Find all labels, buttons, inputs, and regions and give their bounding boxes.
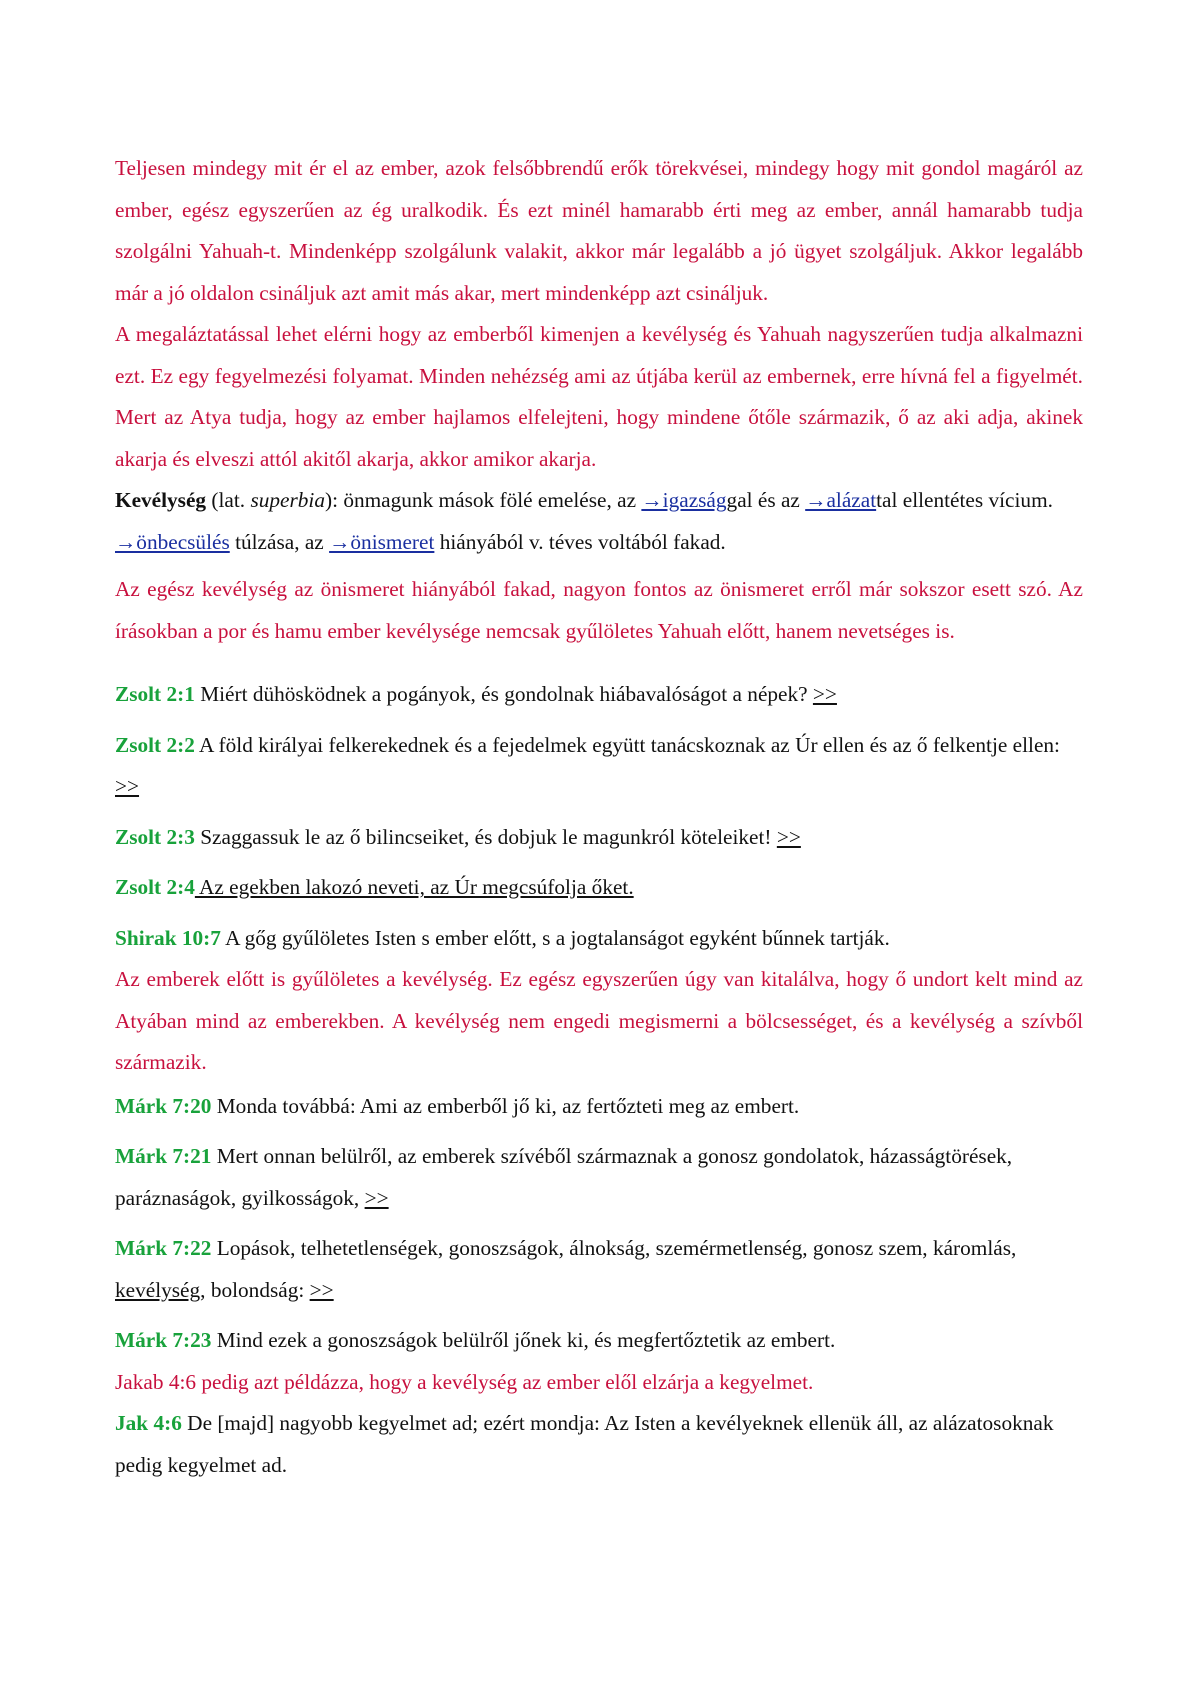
link-onbecsules[interactable]: →önbecsülés xyxy=(115,529,230,554)
definition-text: tal ellentétes vícium. xyxy=(876,488,1053,512)
verse-text: Monda továbbá: Ami az emberből jő ki, az fertőzteti meg az embert. xyxy=(211,1093,800,1118)
verse-text: Mert onnan belülről, az emberek szívéből származnak a gonosz gondolatok, házasságtörések, paráznaságok, gyilkosságok, xyxy=(115,1144,1013,1210)
more-link[interactable]: >> xyxy=(776,824,801,849)
verse-mark-7-20 xyxy=(115,1086,1083,1128)
verse-text: Lopások, telhetetlenségek, gonoszságok, álnokság, szemérmetlenség, gonosz szem, káromlás, xyxy=(211,1236,1017,1260)
commentary-paragraph-3: Az egész kevélység az önismeret hiányából fakad, nagyon fontos az önismeret erről már sokszor esett szó. Az írásokban a por és hamu ember kevélysége nemcsak gyűlöletes Yahuah előtt, hanem nevetséges is. xyxy=(115,577,1083,643)
definition-text: gal és az xyxy=(726,488,806,512)
verse-reference: Zsolt 2:1 xyxy=(115,682,195,706)
verse-reference: Zsolt 2:4 xyxy=(115,875,195,899)
link-onismeret[interactable]: →önismeret xyxy=(329,529,435,554)
verse-zsolt-2-2 xyxy=(115,725,1083,808)
keyword-link[interactable]: kevélység xyxy=(115,1277,201,1302)
verse-reference: Márk 7:23 xyxy=(115,1328,212,1352)
verse-mark-7-23 xyxy=(115,1320,1083,1362)
more-link[interactable]: >> xyxy=(115,774,140,798)
definition-text: hiányából v. téves voltából fakad. xyxy=(434,529,726,554)
verse-link-text[interactable]: Az egekben lakozó neveti, az Úr megcsúfolja őket. xyxy=(194,875,634,899)
definition-paragraph xyxy=(115,480,1083,563)
commentary-jakab-note: Jakab 4:6 pedig azt példázza, hogy a kevélység az ember elől elzárja a kegyelmet. xyxy=(115,1369,814,1394)
verse-reference: Zsolt 2:3 xyxy=(115,824,195,849)
more-link[interactable]: >> xyxy=(812,682,837,706)
verse-text: A gőg gyűlöletes Isten s ember előtt, s a jogtalanságot egyként bűnnek tartják. xyxy=(220,925,890,950)
definition-text: túlzása, az xyxy=(229,529,330,554)
document-page xyxy=(115,148,1083,1486)
verse-jak-4-6 xyxy=(115,1403,1083,1486)
verse-text: , bolondság: xyxy=(200,1277,310,1302)
verse-mark-7-21 xyxy=(115,1136,1083,1219)
definition-term: Kevélység xyxy=(115,488,207,512)
definition-text: ): önmagunk mások fölé emelése, az xyxy=(324,488,642,512)
verse-text: Szaggassuk le az ő bilincseiket, és dobjuk le magunkról köteleiket! xyxy=(194,824,777,849)
verse-reference: Shirak 10:7 xyxy=(115,925,221,950)
verse-shirak-10-7 xyxy=(115,918,1083,960)
verse-reference: Zsolt 2:2 xyxy=(115,732,195,757)
verse-zsolt-2-1 xyxy=(115,674,1083,716)
verse-mark-7-22 xyxy=(115,1228,1083,1311)
verse-text: Mind ezek a gonoszságok belülről jőnek ki, és megfertőztetik az embert. xyxy=(211,1328,836,1352)
commentary-paragraph-2: A megaláztatással lehet elérni hogy az emberből kimenjen a kevélység és Yahuah nagyszerűen tudja alkalmazni ezt. Ez egy fegyelmezési folyamat. Minden nehézség ami az útjába kerül az embernek, erre hívná fel a figyelmét. Mert az Atya tudja, hogy az ember hajlamos elfelejteni, hogy mindene őtőle származik, ő az aki adja, akinek akarja és elveszi attól akitől akarja, akkor amikor akarja. xyxy=(115,322,1083,471)
verse-reference: Márk 7:22 xyxy=(115,1236,212,1260)
link-alazat[interactable]: →alázat xyxy=(805,488,877,512)
link-igazsag[interactable]: →igazság xyxy=(641,488,727,512)
definition-text: (lat. xyxy=(206,488,251,512)
verse-text: De [majd] nagyobb kegyelmet ad; ezért mondja: Az Isten a kevélyeknek ellenük áll, az alázatosoknak pedig kegyelmet ad. xyxy=(115,1411,1054,1477)
verse-reference: Márk 7:20 xyxy=(115,1093,212,1118)
verse-text: A föld királyai felkerekednek és a fejedelmek együtt tanácskoznak az Úr ellen és az ő felkentje ellen: xyxy=(194,732,1060,757)
more-link[interactable]: >> xyxy=(309,1277,334,1302)
verse-zsolt-2-3 xyxy=(115,817,1083,859)
verse-reference: Jak 4:6 xyxy=(115,1411,182,1435)
commentary-paragraph-1: Teljesen mindegy mit ér el az ember, azok felsőbbrendű erők törekvései, mindegy hogy mit gondol magáról az ember, egész egyszerűen az ég uralkodik. És ezt minél hamarabb érti meg az ember, annál hamarabb tudja szolgálni Yahuah-t. Mindenképp szolgálunk valakit, akkor már legalább a jó ügyet szolgáljuk. Akkor legalább már a jó oldalon csináljuk azt amit más akar, mert mindenképp azt csináljuk. xyxy=(115,156,1083,305)
verse-text: Miért dühösködnek a pogányok, és gondolnak hiábavalóságot a népek? xyxy=(194,682,813,706)
verse-reference: Márk 7:21 xyxy=(115,1144,212,1168)
commentary-paragraph-4: Az emberek előtt is gyűlöletes a kevélység. Ez egész egyszerűen úgy van kitalálva, hogy ő undort kelt mind az Atyában mind az emberekben. A kevélység nem engedi megismerni a bölcsességet, és a kevélység a szívből származik. xyxy=(115,967,1083,1074)
verse-zsolt-2-4 xyxy=(115,867,1083,909)
more-link[interactable]: >> xyxy=(364,1185,389,1210)
latin-word: superbia xyxy=(250,488,325,512)
